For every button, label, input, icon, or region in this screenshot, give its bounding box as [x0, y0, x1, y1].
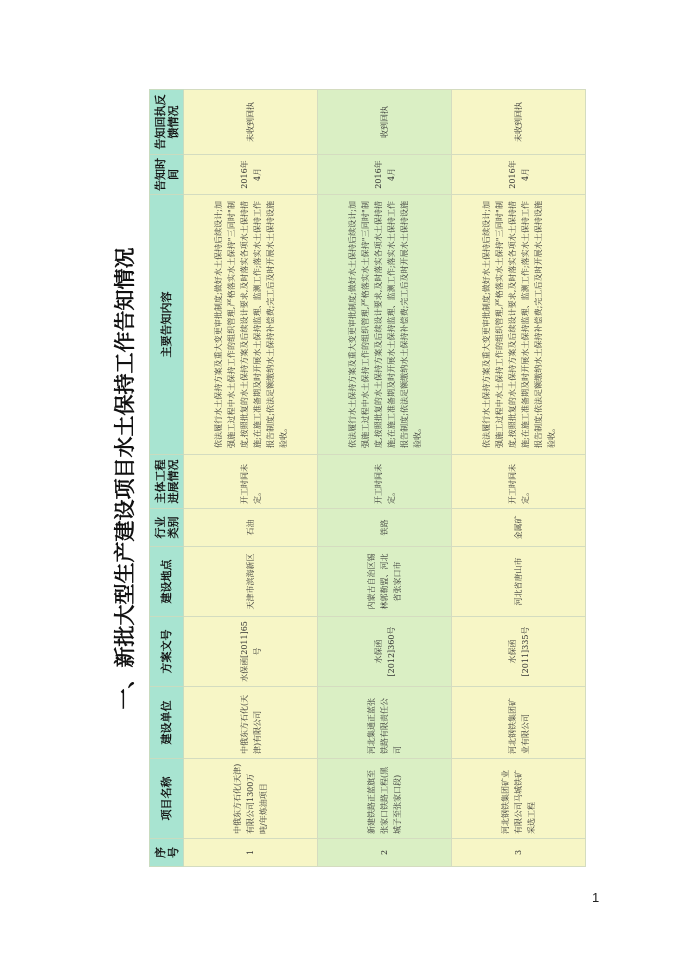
- header-industry: 行业类别: [150, 509, 184, 547]
- cell-progress: 开工时间未定。: [184, 455, 318, 509]
- cell-project-name: 新建铁路正蓝旗至张家口铁路工程(黑城子至张家口段): [318, 759, 452, 839]
- header-no: 序号: [150, 839, 184, 867]
- cell-project-name: 河北钢铁集团矿业有限公司马城铁矿采选工程: [452, 759, 586, 839]
- document-title: 一、新批大型生产建设项目水土保持工作告知情况: [113, 247, 137, 710]
- cell-industry: 石油: [184, 509, 318, 547]
- cell-no: 2: [318, 839, 452, 867]
- cell-progress: 开工时间未定。: [318, 455, 452, 509]
- header-content: 主要告知内容: [150, 195, 184, 455]
- cell-industry: 金属矿: [452, 509, 586, 547]
- header-builder: 建设单位: [150, 687, 184, 759]
- cell-feedback: 未收到回执: [452, 90, 586, 155]
- cell-time: 2016年4月: [318, 155, 452, 195]
- cell-content: 依法履行水土保持方案及重大变更审批制度;做好水土保持后续设计;加强施工过程中水土保持工作的组织管理,严格落实水土保持"三同时"制度,按照批复的水土保持方案及后续设计要求,及时落实各项水土保持措施;在施工准备期及时开展水土保持监理、监测工作;落实水土保持工作报告制度;依法足额缴纳水土保持补偿费;完工后及时开展水土保持设施验收。: [318, 195, 452, 455]
- cell-feedback: 收到回执: [318, 90, 452, 155]
- cell-time: 2016年4月: [184, 155, 318, 195]
- cell-plan-doc: 水保函[2011]65号: [184, 617, 318, 687]
- cell-content: 依法履行水土保持方案及重大变更审批制度;做好水土保持后续设计;加强施工过程中水土保持工作的组织管理,严格落实水土保持"三同时"制度,按照批复的水土保持方案及后续设计要求,及时落实各项水土保持措施;在施工准备期及时开展水土保持监理、监测工作;落实水土保持工作报告制度;依法足额缴纳水土保持补偿费;完工后及时开展水土保持设施验收。: [184, 195, 318, 455]
- header-location: 建设地点: [150, 547, 184, 617]
- cell-location: 内蒙古自治区锡林郭勒盟、河北省张家口市: [318, 547, 452, 617]
- table-row: [318, 90, 452, 867]
- cell-project-name: 中俄东方石化(天津)有限公司1300万吨/年炼油项目: [184, 759, 318, 839]
- header-plan-doc: 方案文号: [150, 617, 184, 687]
- header-row: [150, 90, 184, 867]
- cell-feedback: 未收到回执: [184, 90, 318, 155]
- header-project-name: 项目名称: [150, 759, 184, 839]
- cell-no: 3: [452, 839, 586, 867]
- table-row: [184, 90, 318, 867]
- rotated-landscape-table: [105, 90, 571, 867]
- cell-progress: 开工时间未定。: [452, 455, 586, 509]
- cell-content: 依法履行水土保持方案及重大变更审批制度;做好水土保持后续设计;加强施工过程中水土保持工作的组织管理,严格落实水土保持"三同时"制度,按照批复的水土保持方案及后续设计要求,及时落实各项水土保持措施;在施工准备期及时开展水土保持监理、监测工作;落实水土保持工作报告制度;依法足额缴纳水土保持补偿费;完工后及时开展水土保持设施验收。: [452, 195, 586, 455]
- cell-industry: 铁路: [318, 509, 452, 547]
- cell-plan-doc: 水保函[2012]360号: [318, 617, 452, 687]
- table-row: [452, 90, 586, 867]
- header-progress: 主体工程进展情况: [150, 455, 184, 509]
- cell-plan-doc: 水保函[2011]335号: [452, 617, 586, 687]
- page-number: 1: [592, 890, 600, 905]
- cell-no: 1: [184, 839, 318, 867]
- cell-location: 河北省唐山市: [452, 547, 586, 617]
- cell-builder: 河北集通正蓝张铁路有限责任公司: [318, 687, 452, 759]
- cell-builder: 河北钢铁集团矿业有限公司: [452, 687, 586, 759]
- cell-location: 天津市滨海新区: [184, 547, 318, 617]
- header-feedback: 告知回执反馈情况: [150, 90, 184, 155]
- project-table: [149, 89, 586, 867]
- cell-time: 2016年4月: [452, 155, 586, 195]
- header-time: 告知时间: [150, 155, 184, 195]
- cell-builder: 中俄东方石化(天津)有限公司: [184, 687, 318, 759]
